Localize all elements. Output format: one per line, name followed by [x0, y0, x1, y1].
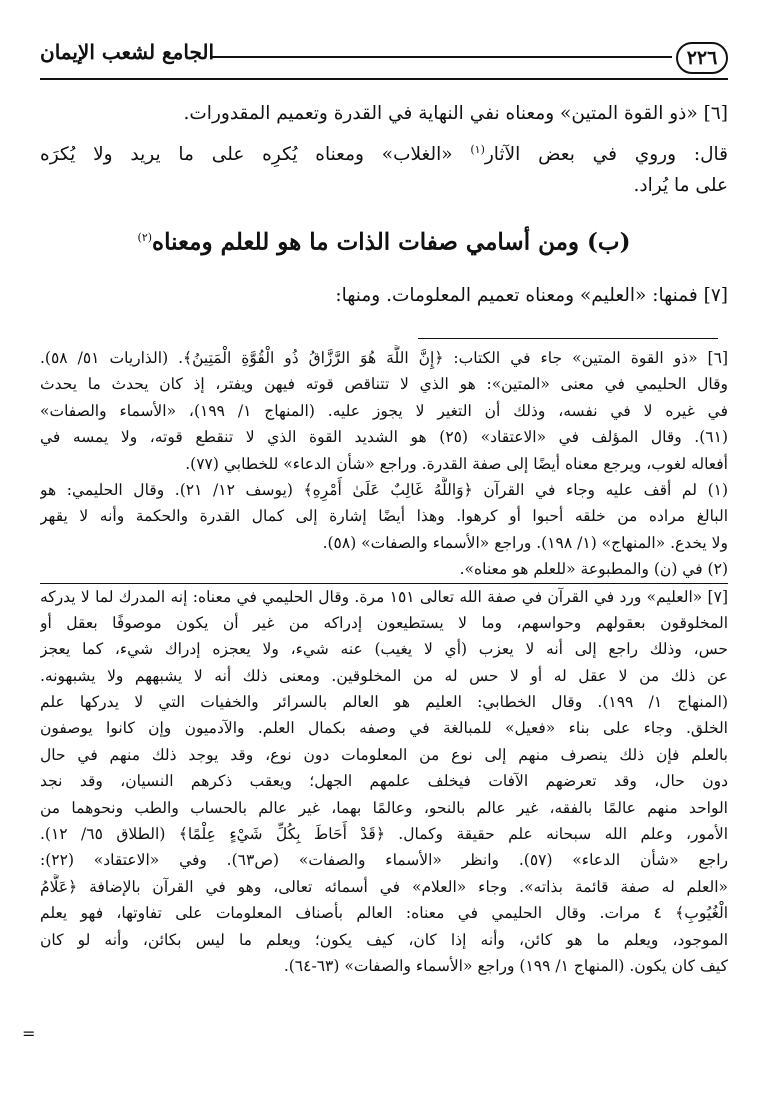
header-rule — [40, 78, 728, 80]
main-text — [40, 96, 728, 314]
page-number: ٢٢٦ — [676, 42, 728, 74]
footnote-line: دون حال، وقد تعرضهم الآفات فيخلف علمهم الجهل؛ ويعقب ذكرهم النسيان، وقد نجد — [40, 772, 728, 791]
footnote-line: البالغ مراده من خلقه أحبوا أو كرهوا. وهذا أيضًا إشارة إلى كمال القدرة والحكمة وأنه لا يقهر — [40, 507, 728, 526]
footnote-line: راجع «شأن الدعاء» (٥٧). وانظر «الأسماء والصفات» (ص٦٣). وفي «الاعتقاد» (٢٢): — [40, 851, 728, 870]
footnote-line: ولا يخدع. «المنهاج» (١/ ١٩٨). وراجع «الأسماء والصفات» (٥٨). — [322, 533, 728, 552]
footnote-line: كيف كان يكون. (المنهاج ١/ ١٩٩) وراجع «الأسماء والصفات» (٦٣-٦٤). — [283, 956, 728, 975]
footnote-line: في غيره لا في نفسه، وذلك أن التغير لا يجوز عليه. (المنهاج ١/ ١٩٩)، «الأسماء والصفات» — [40, 401, 728, 420]
footnote-line: (المنهاج ١/ ١٩٩). وقال الخطابي: العليم هو العالم بالسرائر والخفيات التي لا يدركها علم — [40, 693, 728, 712]
footnote-line: الواحد منهم عالمًا بالفقه، غير عالم بالنحو، وعالمًا بهما، غير عالم بالحساب والطب ونحوهما من — [40, 798, 728, 817]
header-line — [212, 56, 672, 58]
heading-footnote-mark: (٢) — [137, 231, 153, 244]
footnote-line: بالعلم فإن ذلك ينصرف منهم إلى نوع من المعلومات دون نوع، وقد يوجد ذلك منهم في حال — [40, 745, 728, 764]
footnote-line: (٢) في (ن) والمطبوعة «للعلم هو معناه». — [459, 560, 728, 579]
footnote-line: أفعاله لغوب، ويرجع معناه أيضًا إلى صفة القدرة. وراجع «شأن الدعاء» للخطابي (٧٧). — [185, 454, 728, 473]
footnote-line: الْغُيُوبِ﴾ ٤ مرات. وقال الحليمي في معناه: العالم بأصناف المعلومات على تفاوتها، فهو يعلم — [40, 904, 728, 923]
footnote-line: عن ذلك من لا عقل له أو لا حس له من المخلوقين. ومعنى ذلك أنه لا يشبههم ولا يشبهونه. — [40, 666, 728, 685]
footnote-separator — [418, 338, 718, 339]
footnote-line: وقال الحليمي في معنى «المتين»: هو الذي لا تتناقص قوته فيهن ويفتر، إذ كان يحدث ما يحدث — [40, 375, 728, 394]
page-header — [40, 38, 728, 82]
footnote-line: (٦١). وقال المؤلف في «الاعتقاد» (٢٥) هو الشديد القوة الذي لا تنقطع قوته، ولا يمسه في — [40, 428, 728, 447]
footnote-line: الأمور، وعلم الله سبحانه علم حقيقة وكمال. ﴿قَدْ أَحَاطَ بِكُلِّ شَيْءٍ عِلْمًا﴾ (الطلاق ٦٥/ ١٢). — [40, 825, 728, 844]
continuation-mark: = — [22, 1024, 36, 1043]
athar-line-end: على ما يُراد. — [633, 175, 728, 196]
footnote-line: المخلوقون بعقولهم وحواسهم، وما لا يستطيعون إدراكه من غير أن يكون موصوفًا بعقل أو — [40, 613, 728, 632]
footnote-line: الموجود، ويعلم ما هو كائن، وأنه إذا كان، كيف يكون؛ ويعلم ما ليس بكائن، وأنه لو كان — [40, 930, 728, 949]
section-heading — [40, 208, 728, 268]
footnote-line: «العلم له صفة قائمة بذاته». وجاء «العلام» في أسمائه تعالى، وهو في القرآن بالإضافة ﴿عَلَّامُ — [40, 877, 728, 896]
athar-line — [40, 132, 728, 168]
item-6-line: [٦] «ذو القوة المتين» ومعناه نفي النهاية في القدرة وتعميم المقدورات. — [183, 103, 728, 124]
footnote-line: [٧] «العليم» ورد في القرآن في صفة الله تعالى ١٥١ مرة. وقال الحليمي في معناه: إنه المدرك لما لا يدركه — [40, 583, 728, 610]
footnote-line: الخلق. وجاء على بناء «فعيل» للمبالغة في وصفه بكمال العلم. والآدميون وإن كانوا يوصفون — [40, 719, 728, 738]
footnotes — [40, 345, 728, 979]
book-title: الجامع لشعب الإيمان — [40, 40, 215, 64]
item-7-line: [٧] فمنها: «العليم» ومعناه تعميم المعلومات. ومنها: — [335, 285, 728, 306]
footnote-line: (١) لم أقف عليه وجاء في القرآن ﴿وَاللَّهُ غَالِبٌ عَلَىٰ أَمْرِهِ﴾ (يوسف ١٢/ ٢١). وقال الحليمي: هو — [40, 480, 728, 499]
athar-footnote-mark-inline: (١) — [470, 143, 485, 156]
footnote-line: [٦] «ذو القوة المتين» جاء في الكتاب: ﴿إِنَّ اللَّهَ هُوَ الرَّزَّاقُ ذُو الْقُوَّةِ الْمَتِينُ﴾. (الذاريات ٥١/ ٥٨). — [40, 349, 728, 367]
athar-text: قال: وروي في بعض الآثار$^{(١)}$ «الغلاب» ومعناه يُكرِه على ما يريد ولا يُكرَه — [40, 143, 728, 166]
footnote-line: حس، وذلك راجع إلى أنه لا يعزب (أي لا يغيب) عنه شيء، ولا يعجزه إدراك شيء، كما يعجز — [40, 640, 728, 659]
section-heading-text: (ب) ومن أسامي صفات الذات ما هو للعلم ومعناه — [152, 228, 631, 256]
